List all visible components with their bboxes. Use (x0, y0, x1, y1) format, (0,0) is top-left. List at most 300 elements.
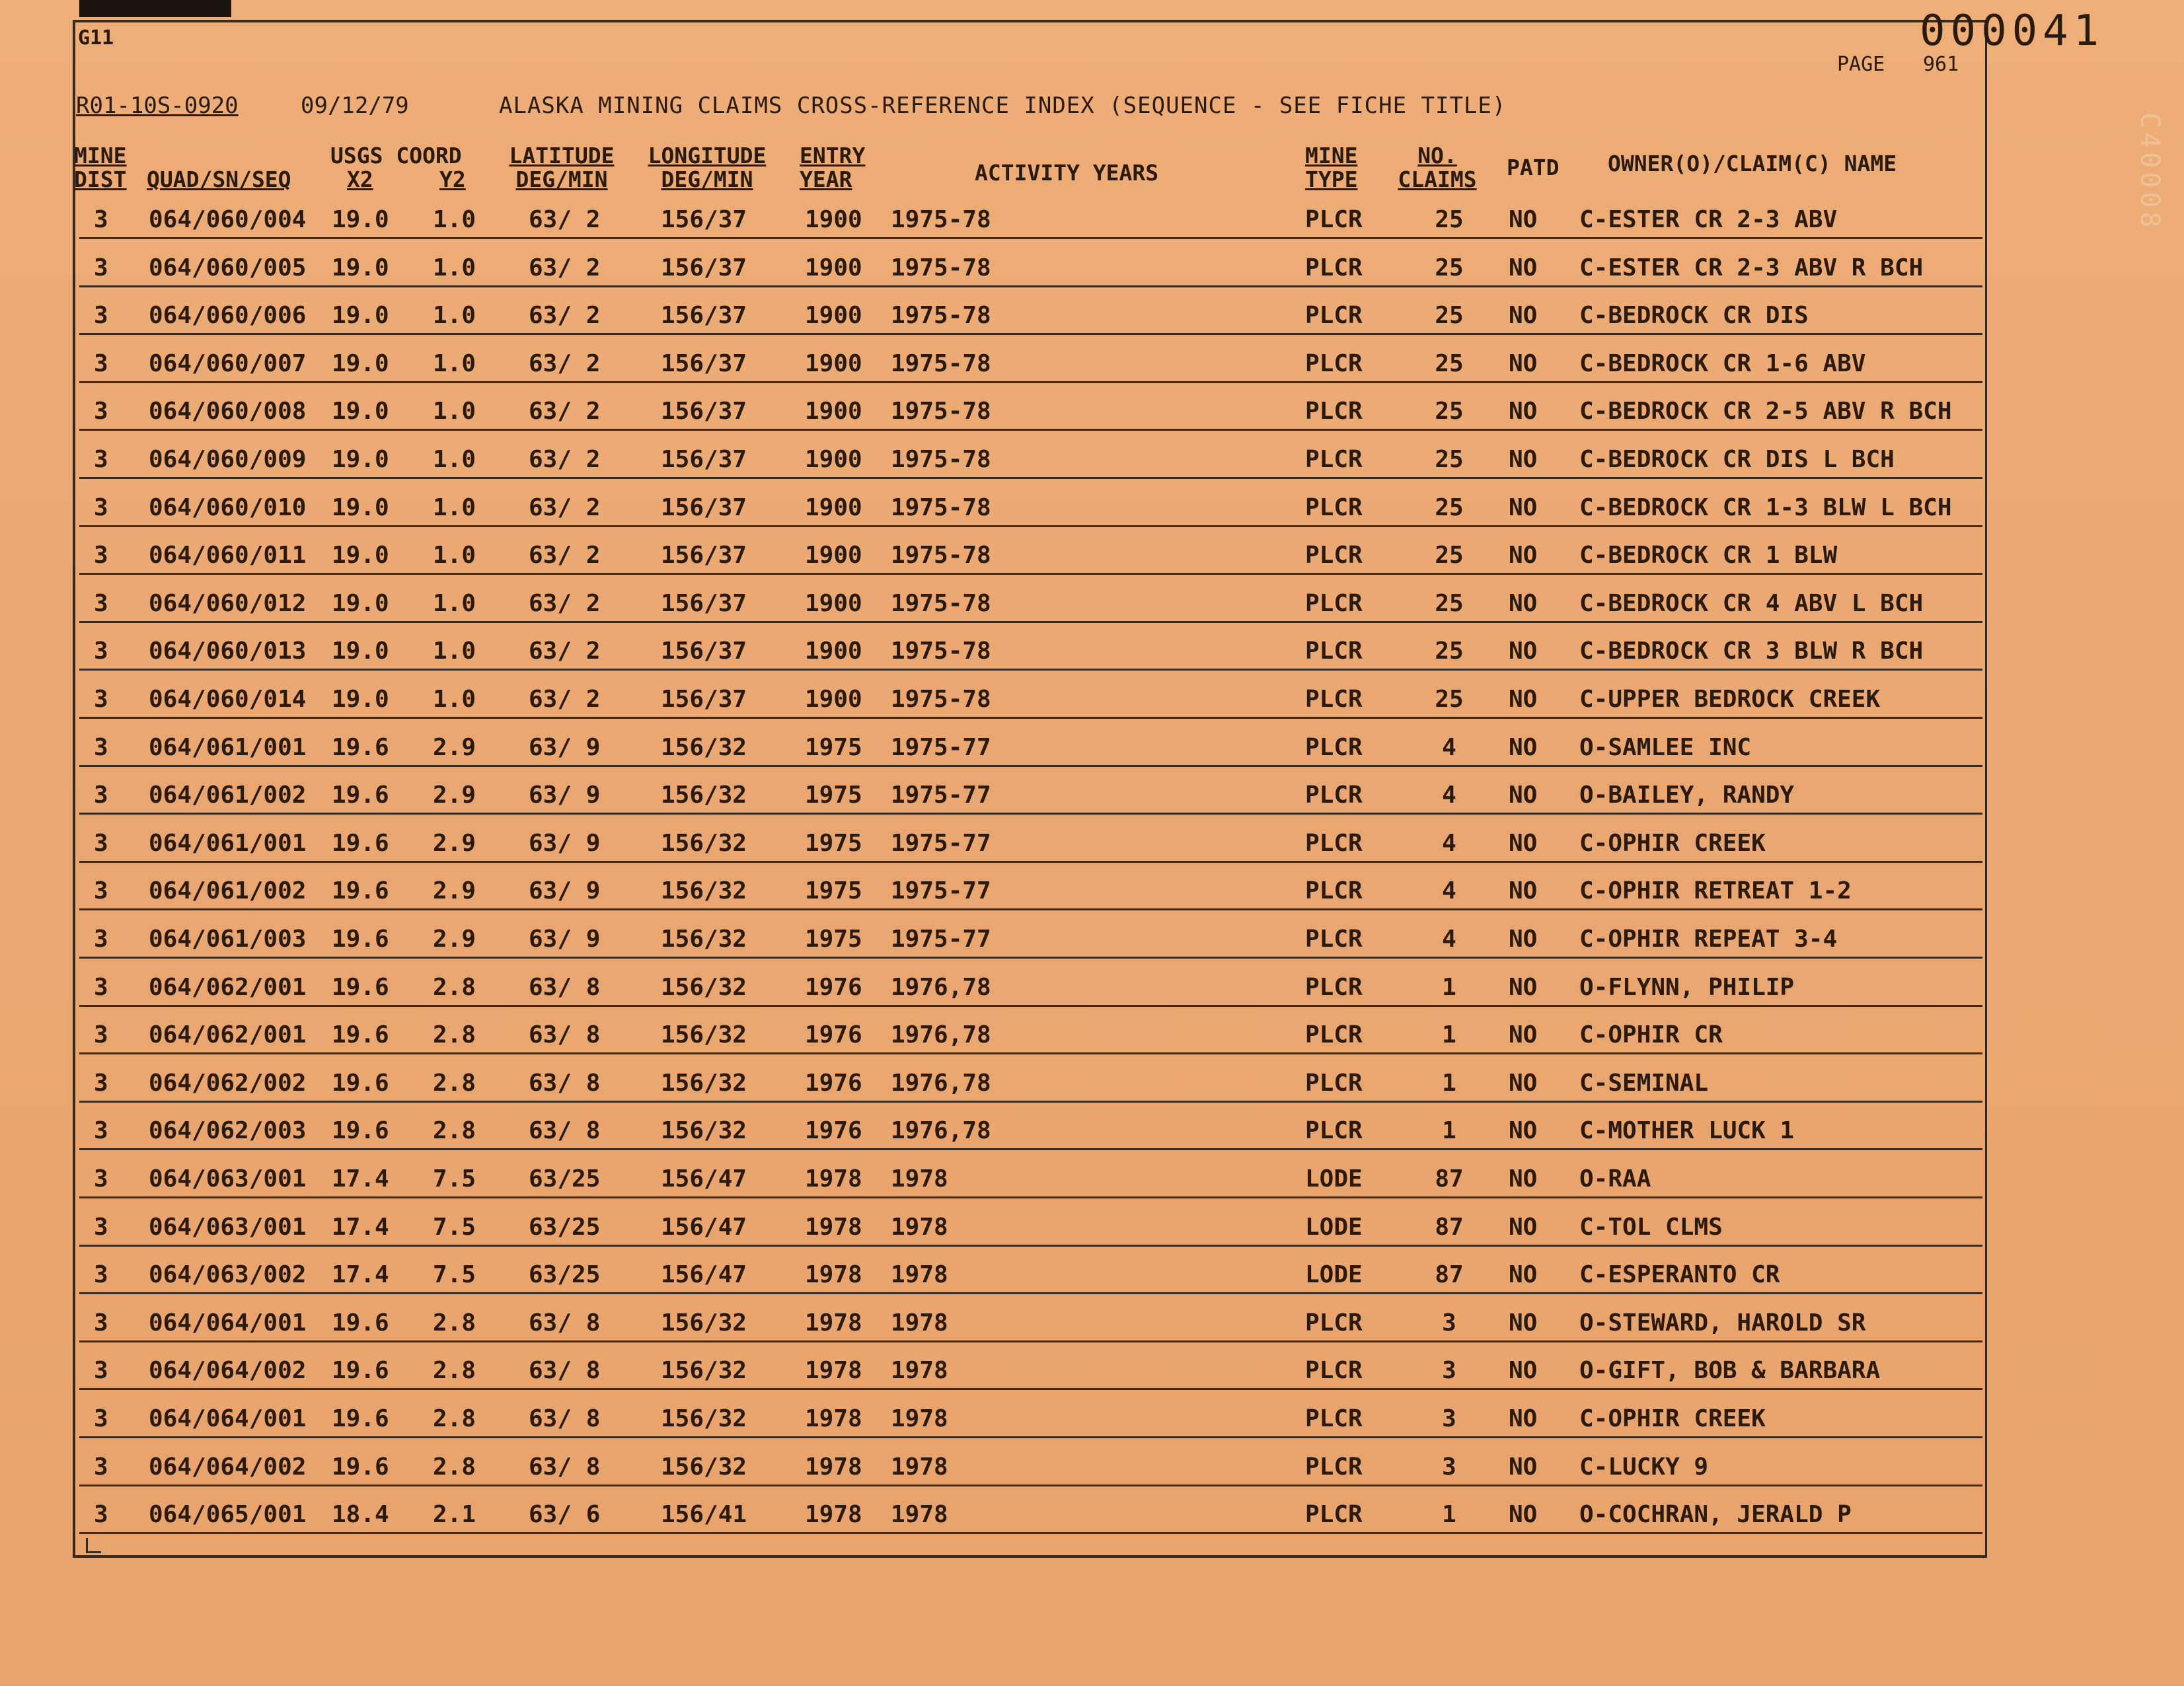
quad-cell: 064/060/014 (149, 686, 307, 713)
table-row (0, 1405, 2184, 1453)
mine-dist-cell: 3 (94, 1405, 108, 1432)
mine-type-cell: PLCR (1305, 1021, 1363, 1048)
y2-cell: 1.0 (433, 398, 476, 425)
x2-cell: 19.6 (332, 1357, 389, 1384)
row-rule (79, 1340, 1982, 1342)
quad-cell: 064/060/005 (149, 254, 307, 281)
row-rule (79, 1148, 1982, 1150)
quad-cell: 064/062/002 (149, 1070, 307, 1097)
quad-cell: 064/060/012 (149, 590, 307, 617)
claims-cell: 3 (1442, 1405, 1456, 1432)
entry-year-cell: 1900 (805, 446, 862, 473)
x2-cell: 18.4 (332, 1501, 389, 1528)
claims-cell: 25 (1435, 494, 1464, 521)
y2-cell: 2.8 (433, 1453, 476, 1481)
patd-cell: NO (1509, 926, 1538, 953)
row-rule (79, 1052, 1982, 1054)
y2-cell: 7.5 (433, 1214, 476, 1241)
mine-type-cell: LODE (1305, 1261, 1363, 1288)
longitude-cell: 156/32 (661, 1357, 747, 1384)
mine-dist-cell: 3 (94, 877, 108, 904)
longitude-cell: 156/47 (661, 1165, 747, 1192)
owner-claim-cell: C-BEDROCK CR 1-3 BLW L BCH (1579, 494, 1952, 521)
x2-cell: 19.0 (332, 494, 389, 521)
patd-cell: NO (1509, 254, 1538, 281)
activity-years-cell: 1978 (891, 1309, 948, 1337)
row-rule (79, 1005, 1982, 1007)
quad-cell: 064/060/011 (149, 542, 307, 569)
latitude-cell: 63/ 8 (529, 1309, 601, 1337)
entry-year-cell: 1900 (805, 638, 862, 665)
patd-cell: NO (1509, 590, 1538, 617)
activity-years-cell: 1975-78 (891, 206, 991, 233)
owner-claim-cell: C-OPHIR CR (1579, 1021, 1723, 1048)
report-id: R01-10S-0920 (76, 92, 239, 119)
patd-cell: NO (1509, 302, 1538, 329)
quad-cell: 064/060/006 (149, 302, 307, 329)
entry-year-cell: 1978 (805, 1405, 862, 1432)
latitude-cell: 63/ 2 (529, 494, 601, 521)
quad-cell: 064/061/002 (149, 782, 307, 809)
mine-type-cell: PLCR (1305, 926, 1363, 953)
mine-type-cell: PLCR (1305, 1453, 1363, 1481)
activity-years-cell: 1975-78 (891, 686, 991, 713)
x2-cell: 19.6 (332, 782, 389, 809)
patd-cell: NO (1509, 1261, 1538, 1288)
mine-dist-cell: 3 (94, 926, 108, 953)
y2-cell: 1.0 (433, 542, 476, 569)
col-header-mine-dist: MINE DIST (74, 143, 127, 192)
quad-cell: 064/062/003 (149, 1117, 307, 1144)
patd-cell: NO (1509, 734, 1538, 761)
claims-cell: 3 (1442, 1309, 1456, 1337)
entry-year-cell: 1900 (805, 302, 862, 329)
activity-years-cell: 1978 (891, 1165, 948, 1192)
quad-cell: 064/064/001 (149, 1405, 307, 1432)
activity-years-cell: 1975-77 (891, 926, 991, 953)
longitude-cell: 156/47 (661, 1261, 747, 1288)
table-row (0, 302, 2184, 349)
activity-years-cell: 1975-78 (891, 350, 991, 377)
y2-cell: 1.0 (433, 638, 476, 665)
owner-claim-cell: C-BEDROCK CR 1 BLW (1579, 542, 1838, 569)
claims-cell: 4 (1442, 830, 1456, 857)
row-rule (79, 861, 1982, 863)
longitude-cell: 156/37 (661, 446, 747, 473)
claims-cell: 87 (1435, 1261, 1464, 1288)
activity-years-cell: 1978 (891, 1261, 948, 1288)
latitude-cell: 63/ 2 (529, 398, 601, 425)
claims-cell: 1 (1442, 974, 1456, 1001)
claims-cell: 25 (1435, 206, 1464, 233)
col-header-entry-year: ENTRY YEAR (800, 143, 866, 192)
y2-cell: 2.1 (433, 1501, 476, 1528)
patd-cell: NO (1509, 494, 1538, 521)
mine-dist-cell: 3 (94, 446, 108, 473)
latitude-cell: 63/ 2 (529, 542, 601, 569)
longitude-cell: 156/32 (661, 1070, 747, 1097)
claims-cell: 3 (1442, 1453, 1456, 1481)
latitude-cell: 63/25 (529, 1261, 601, 1288)
owner-claim-cell: C-BEDROCK CR 3 BLW R BCH (1579, 638, 1924, 665)
table-row (0, 206, 2184, 254)
x2-cell: 19.6 (332, 734, 389, 761)
activity-years-cell: 1976,78 (891, 1021, 991, 1048)
quad-cell: 064/062/001 (149, 974, 307, 1001)
entry-year-cell: 1975 (805, 877, 862, 904)
owner-claim-cell: C-UPPER BEDROCK CREEK (1579, 686, 1881, 713)
claims-cell: 1 (1442, 1070, 1456, 1097)
latitude-cell: 63/ 8 (529, 1357, 601, 1384)
x2-cell: 19.6 (332, 877, 389, 904)
owner-claim-cell: C-BEDROCK CR DIS L BCH (1579, 446, 1895, 473)
claims-cell: 1 (1442, 1117, 1456, 1144)
mine-type-cell: PLCR (1305, 974, 1363, 1001)
row-rule (79, 285, 1982, 287)
table-row (0, 830, 2184, 877)
y2-cell: 2.9 (433, 782, 476, 809)
x2-cell: 19.0 (332, 302, 389, 329)
latitude-cell: 63/25 (529, 1214, 601, 1241)
mine-dist-cell: 3 (94, 302, 108, 329)
latitude-cell: 63/ 2 (529, 206, 601, 233)
activity-years-cell: 1975-78 (891, 494, 991, 521)
table-row (0, 590, 2184, 638)
x2-cell: 19.6 (332, 1405, 389, 1432)
mine-type-cell: PLCR (1305, 446, 1363, 473)
document-number: 000041 (1920, 7, 2105, 55)
row-rule (79, 1245, 1982, 1247)
longitude-cell: 156/37 (661, 398, 747, 425)
mine-dist-cell: 3 (94, 398, 108, 425)
y2-cell: 2.9 (433, 926, 476, 953)
mine-dist-cell: 3 (94, 1021, 108, 1048)
mine-dist-cell: 3 (94, 734, 108, 761)
longitude-cell: 156/32 (661, 974, 747, 1001)
latitude-cell: 63/ 8 (529, 1070, 601, 1097)
table-row (0, 877, 2184, 925)
activity-years-cell: 1976,78 (891, 1070, 991, 1097)
patd-cell: NO (1509, 830, 1538, 857)
latitude-cell: 63/ 6 (529, 1501, 601, 1528)
patd-cell: NO (1509, 974, 1538, 1001)
col-header-y2: Y2 (439, 166, 466, 192)
patd-cell: NO (1509, 1501, 1538, 1528)
activity-years-cell: 1978 (891, 1357, 948, 1384)
mine-dist-cell: 3 (94, 1070, 108, 1097)
longitude-cell: 156/37 (661, 206, 747, 233)
entry-year-cell: 1900 (805, 494, 862, 521)
quad-cell: 064/061/001 (149, 830, 307, 857)
entry-year-cell: 1978 (805, 1501, 862, 1528)
x2-cell: 19.6 (332, 926, 389, 953)
mine-dist-cell: 3 (94, 542, 108, 569)
activity-years-cell: 1976,78 (891, 1117, 991, 1144)
longitude-cell: 156/32 (661, 782, 747, 809)
y2-cell: 1.0 (433, 206, 476, 233)
col-header-usgs-coord: USGS COORD (330, 143, 462, 168)
x2-cell: 17.4 (332, 1165, 389, 1192)
x2-cell: 19.6 (332, 830, 389, 857)
y2-cell: 2.8 (433, 1405, 476, 1432)
owner-claim-cell: C-OPHIR RETREAT 1-2 (1579, 877, 1852, 904)
x2-cell: 19.6 (332, 1453, 389, 1481)
claims-cell: 25 (1435, 254, 1464, 281)
entry-year-cell: 1975 (805, 926, 862, 953)
owner-claim-cell: C-BEDROCK CR 2-5 ABV R BCH (1579, 398, 1952, 425)
activity-years-cell: 1978 (891, 1214, 948, 1241)
page-number: 961 (1923, 53, 1959, 76)
longitude-cell: 156/37 (661, 590, 747, 617)
table-row (0, 974, 2184, 1021)
col-header-owner-claim: OWNER(O)/CLAIM(C) NAME (1608, 151, 1897, 176)
mine-dist-cell: 3 (94, 1309, 108, 1337)
mine-type-cell: PLCR (1305, 302, 1363, 329)
entry-year-cell: 1900 (805, 590, 862, 617)
latitude-cell: 63/ 9 (529, 877, 601, 904)
mine-type-cell: PLCR (1305, 398, 1363, 425)
mine-type-cell: PLCR (1305, 254, 1363, 281)
latitude-cell: 63/ 2 (529, 350, 601, 377)
col-header-no-claims: NO. CLAIMS (1398, 143, 1477, 192)
entry-year-cell: 1978 (805, 1453, 862, 1481)
activity-years-cell: 1975-78 (891, 590, 991, 617)
page-label: PAGE (1837, 53, 1885, 76)
row-rule (79, 813, 1982, 815)
col-header-patd: PATD (1507, 155, 1560, 180)
entry-year-cell: 1900 (805, 398, 862, 425)
activity-years-cell: 1975-78 (891, 302, 991, 329)
owner-claim-cell: C-BEDROCK CR 4 ABV L BCH (1579, 590, 1924, 617)
activity-years-cell: 1976,78 (891, 974, 991, 1001)
x2-cell: 19.0 (332, 590, 389, 617)
y2-cell: 1.0 (433, 446, 476, 473)
longitude-cell: 156/32 (661, 1309, 747, 1337)
quad-cell: 064/061/003 (149, 926, 307, 953)
patd-cell: NO (1509, 1405, 1538, 1432)
patd-cell: NO (1509, 782, 1538, 809)
claims-cell: 25 (1435, 638, 1464, 665)
activity-years-cell: 1975-77 (891, 830, 991, 857)
claims-cell: 25 (1435, 302, 1464, 329)
row-rule (79, 525, 1982, 527)
y2-cell: 2.9 (433, 830, 476, 857)
side-mark: C40008 (2134, 112, 2165, 232)
mine-dist-cell: 3 (94, 974, 108, 1001)
row-rule (79, 621, 1982, 623)
latitude-cell: 63/ 2 (529, 446, 601, 473)
col-header-activity-years: ACTIVITY YEARS (975, 160, 1159, 186)
x2-cell: 19.0 (332, 254, 389, 281)
patd-cell: NO (1509, 686, 1538, 713)
patd-cell: NO (1509, 350, 1538, 377)
entry-year-cell: 1978 (805, 1261, 862, 1288)
y2-cell: 1.0 (433, 686, 476, 713)
entry-year-cell: 1976 (805, 1117, 862, 1144)
longitude-cell: 156/32 (661, 1405, 747, 1432)
row-rule (79, 333, 1982, 335)
claims-cell: 1 (1442, 1021, 1456, 1048)
mine-type-cell: PLCR (1305, 494, 1363, 521)
patd-cell: NO (1509, 1117, 1538, 1144)
patd-cell: NO (1509, 542, 1538, 569)
col-header-mine-type: MINE TYPE (1305, 143, 1358, 192)
activity-years-cell: 1975-78 (891, 398, 991, 425)
y2-cell: 2.8 (433, 974, 476, 1001)
mine-dist-cell: 3 (94, 350, 108, 377)
entry-year-cell: 1900 (805, 254, 862, 281)
patd-cell: NO (1509, 1214, 1538, 1241)
mine-type-cell: PLCR (1305, 1357, 1363, 1384)
entry-year-cell: 1975 (805, 734, 862, 761)
x2-cell: 19.6 (332, 974, 389, 1001)
claims-cell: 4 (1442, 877, 1456, 904)
longitude-cell: 156/37 (661, 542, 747, 569)
y2-cell: 1.0 (433, 302, 476, 329)
latitude-cell: 63/ 9 (529, 830, 601, 857)
entry-year-cell: 1978 (805, 1357, 862, 1384)
y2-cell: 2.9 (433, 734, 476, 761)
mine-type-cell: PLCR (1305, 542, 1363, 569)
table-row (0, 926, 2184, 973)
owner-claim-cell: O-FLYNN, PHILIP (1579, 974, 1795, 1001)
longitude-cell: 156/37 (661, 494, 747, 521)
owner-claim-cell: O-RAA (1579, 1165, 1651, 1192)
activity-years-cell: 1975-77 (891, 782, 991, 809)
quad-cell: 064/061/002 (149, 877, 307, 904)
latitude-cell: 63/ 8 (529, 1405, 601, 1432)
activity-years-cell: 1975-77 (891, 877, 991, 904)
entry-year-cell: 1975 (805, 782, 862, 809)
mine-type-cell: PLCR (1305, 350, 1363, 377)
table-row (0, 254, 2184, 302)
fiche-id: G11 (78, 26, 114, 50)
mine-dist-cell: 3 (94, 494, 108, 521)
x2-cell: 19.0 (332, 206, 389, 233)
table-row (0, 686, 2184, 733)
mine-dist-cell: 3 (94, 206, 108, 233)
table-row (0, 1070, 2184, 1117)
mine-dist-cell: 3 (94, 782, 108, 809)
x2-cell: 19.0 (332, 542, 389, 569)
quad-cell: 064/065/001 (149, 1501, 307, 1528)
mine-dist-cell: 3 (94, 686, 108, 713)
mine-dist-cell: 3 (94, 1165, 108, 1192)
activity-years-cell: 1978 (891, 1501, 948, 1528)
table-row (0, 782, 2184, 829)
patd-cell: NO (1509, 1021, 1538, 1048)
latitude-cell: 63/ 2 (529, 686, 601, 713)
owner-claim-cell: C-BEDROCK CR DIS (1579, 302, 1809, 329)
entry-year-cell: 1978 (805, 1165, 862, 1192)
longitude-cell: 156/32 (661, 734, 747, 761)
latitude-cell: 63/ 2 (529, 638, 601, 665)
longitude-cell: 156/37 (661, 254, 747, 281)
owner-claim-cell: O-BAILEY, RANDY (1579, 782, 1795, 809)
quad-cell: 064/060/013 (149, 638, 307, 665)
patd-cell: NO (1509, 1453, 1538, 1481)
claims-cell: 87 (1435, 1165, 1464, 1192)
x2-cell: 19.0 (332, 686, 389, 713)
row-rule (79, 1532, 1982, 1534)
latitude-cell: 63/ 9 (529, 734, 601, 761)
claims-cell: 25 (1435, 590, 1464, 617)
quad-cell: 064/064/002 (149, 1357, 307, 1384)
table-row (0, 446, 2184, 494)
row-rule (79, 237, 1982, 239)
table-row (0, 1357, 2184, 1405)
x2-cell: 19.6 (332, 1117, 389, 1144)
row-rule (79, 381, 1982, 383)
entry-year-cell: 1975 (805, 830, 862, 857)
patd-cell: NO (1509, 1309, 1538, 1337)
claims-cell: 25 (1435, 686, 1464, 713)
owner-claim-cell: O-COCHRAN, JERALD P (1579, 1501, 1852, 1528)
latitude-cell: 63/ 8 (529, 1021, 601, 1048)
col-header-x2: X2 (347, 166, 373, 192)
row-rule (79, 1196, 1982, 1198)
mine-type-cell: PLCR (1305, 1309, 1363, 1337)
claims-cell: 4 (1442, 926, 1456, 953)
row-rule (79, 1436, 1982, 1438)
activity-years-cell: 1978 (891, 1405, 948, 1432)
entry-year-cell: 1900 (805, 542, 862, 569)
activity-years-cell: 1978 (891, 1453, 948, 1481)
row-rule (79, 1388, 1982, 1390)
owner-claim-cell: C-OPHIR CREEK (1579, 1405, 1766, 1432)
longitude-cell: 156/32 (661, 830, 747, 857)
mine-type-cell: PLCR (1305, 1117, 1363, 1144)
table-row (0, 1453, 2184, 1501)
quad-cell: 064/063/001 (149, 1165, 307, 1192)
entry-year-cell: 1900 (805, 686, 862, 713)
latitude-cell: 63/ 8 (529, 1117, 601, 1144)
row-rule (79, 573, 1982, 575)
mine-dist-cell: 3 (94, 1357, 108, 1384)
y2-cell: 2.8 (433, 1021, 476, 1048)
longitude-cell: 156/32 (661, 1117, 747, 1144)
quad-cell: 064/064/001 (149, 1309, 307, 1337)
quad-cell: 064/064/002 (149, 1453, 307, 1481)
quad-cell: 064/060/010 (149, 494, 307, 521)
longitude-cell: 156/37 (661, 302, 747, 329)
quad-cell: 064/063/001 (149, 1214, 307, 1241)
table-row (0, 1501, 2184, 1549)
mine-type-cell: PLCR (1305, 638, 1363, 665)
latitude-cell: 63/ 9 (529, 926, 601, 953)
x2-cell: 17.4 (332, 1214, 389, 1241)
x2-cell: 19.6 (332, 1309, 389, 1337)
mine-dist-cell: 3 (94, 1117, 108, 1144)
claims-cell: 4 (1442, 734, 1456, 761)
patd-cell: NO (1509, 1070, 1538, 1097)
longitude-cell: 156/32 (661, 926, 747, 953)
longitude-cell: 156/32 (661, 1021, 747, 1048)
y2-cell: 1.0 (433, 494, 476, 521)
y2-cell: 7.5 (433, 1165, 476, 1192)
report-title: ALASKA MINING CLAIMS CROSS-REFERENCE INDEX (SEQUENCE - SEE FICHE TITLE) (499, 92, 1507, 119)
row-rule (79, 957, 1982, 959)
owner-claim-cell: C-TOL CLMS (1579, 1214, 1723, 1241)
table-row (0, 542, 2184, 589)
table-row (0, 1214, 2184, 1261)
report-date: 09/12/79 (301, 92, 409, 119)
mine-dist-cell: 3 (94, 830, 108, 857)
patd-cell: NO (1509, 446, 1538, 473)
table-row (0, 350, 2184, 398)
latitude-cell: 63/ 2 (529, 590, 601, 617)
claims-cell: 25 (1435, 446, 1464, 473)
